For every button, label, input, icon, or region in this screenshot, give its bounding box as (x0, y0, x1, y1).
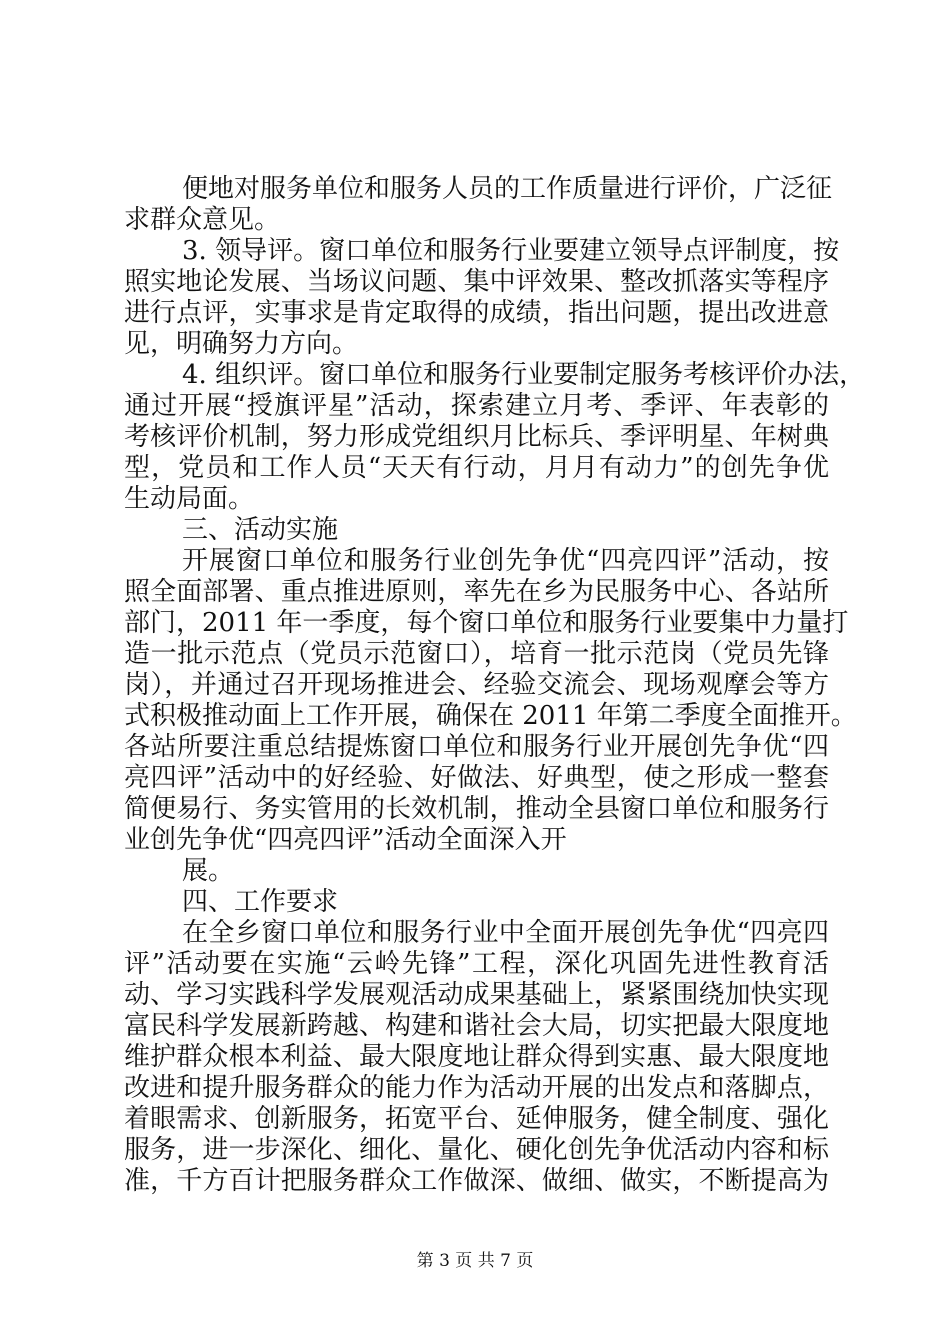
text-line: 岗），并通过召开现场推进会、经验交流会、现场观摩会等方 (124, 670, 829, 700)
text-line: 在全乡窗口单位和服务行业中全面开展创先争优“四亮四 (182, 918, 829, 948)
text-line: 便地对服务单位和服务人员的工作质量进行评价，广泛征 (182, 174, 833, 204)
section-heading: 四、工作要求 (182, 887, 339, 917)
text-line: 改进和提升服务群众的能力作为活动开展的出发点和落脚点， (124, 1073, 829, 1103)
text-line: 部门，2011 年一季度，每个窗口单位和服务行业要集中力量打 (124, 608, 849, 638)
text-line: 着眼需求、创新服务，拓宽平台、延伸服务，健全制度、强化 (124, 1104, 829, 1134)
text-line: 见，明确努力方向。 (124, 329, 359, 359)
text-line: 通过开展“授旗评星”活动，探索建立月考、季评、年表彰的 (124, 391, 829, 421)
text-line: 照全面部署、重点推进原则，率先在乡为民服务中心、各站所 (124, 577, 829, 607)
text-line: 业创先争优“四亮四评”活动全面深入开 (124, 825, 567, 855)
text-line: 简便易行、务实管用的长效机制，推动全县窗口单位和服务行 (124, 794, 829, 824)
text-line: 式积极推动面上工作开展，确保在 2011 年第二季度全面推开。 (124, 701, 857, 731)
text-line: 型，党员和工作人员“天天有行动，月月有动力”的创先争优 (124, 453, 829, 483)
text-line: 亮四评”活动中的好经验、好做法、好典型，使之形成一整套 (124, 763, 829, 793)
text-line: 进行点评，实事求是肯定取得的成绩，指出问题，提出改进意 (124, 298, 829, 328)
section-heading: 三、活动实施 (182, 515, 339, 545)
text-line: 动、学习实践科学发展观活动成果基础上，紧紧围绕加快实现 (124, 980, 829, 1010)
text-line: 开展窗口单位和服务行业创先争优“四亮四评”活动，按 (182, 546, 829, 576)
text-line: 各站所要注重总结提炼窗口单位和服务行业开展创先争优“四 (124, 732, 829, 762)
text-line: 展。 (182, 856, 235, 886)
text-line: 评”活动要在实施“云岭先锋”工程，深化巩固先进性教育活 (124, 949, 829, 979)
text-line: 考核评价机制，努力形成党组织月比标兵、季评明星、年树典 (124, 422, 829, 452)
page-number: 第 3 页 共 7 页 (416, 1251, 534, 1271)
text-line: 照实地论发展、当场议问题、集中评效果、整改抓落实等程序 (124, 267, 829, 297)
text-line: 造一批示范点（党员示范窗口），培育一批示范岗（党员先锋 (124, 639, 829, 669)
text-line: 维护群众根本利益、最大限度地让群众得到实惠、最大限度地 (124, 1042, 829, 1072)
text-line: 准，千方百计把服务群众工作做深、做细、做实，不断提高为 (124, 1166, 829, 1196)
text-line: 富民科学发展新跨越、构建和谐社会大局，切实把最大限度地 (124, 1011, 829, 1041)
text-line: 4. 组织评。窗口单位和服务行业要制定服务考核评价办法， (182, 360, 866, 390)
text-line: 求群众意见。 (124, 205, 281, 235)
text-line: 生动局面。 (124, 484, 255, 514)
text-line: 3. 领导评。窗口单位和服务行业要建立领导点评制度，按 (182, 236, 840, 266)
text-line: 服务，进一步深化、细化、量化、硬化创先争优活动内容和标 (124, 1135, 829, 1165)
